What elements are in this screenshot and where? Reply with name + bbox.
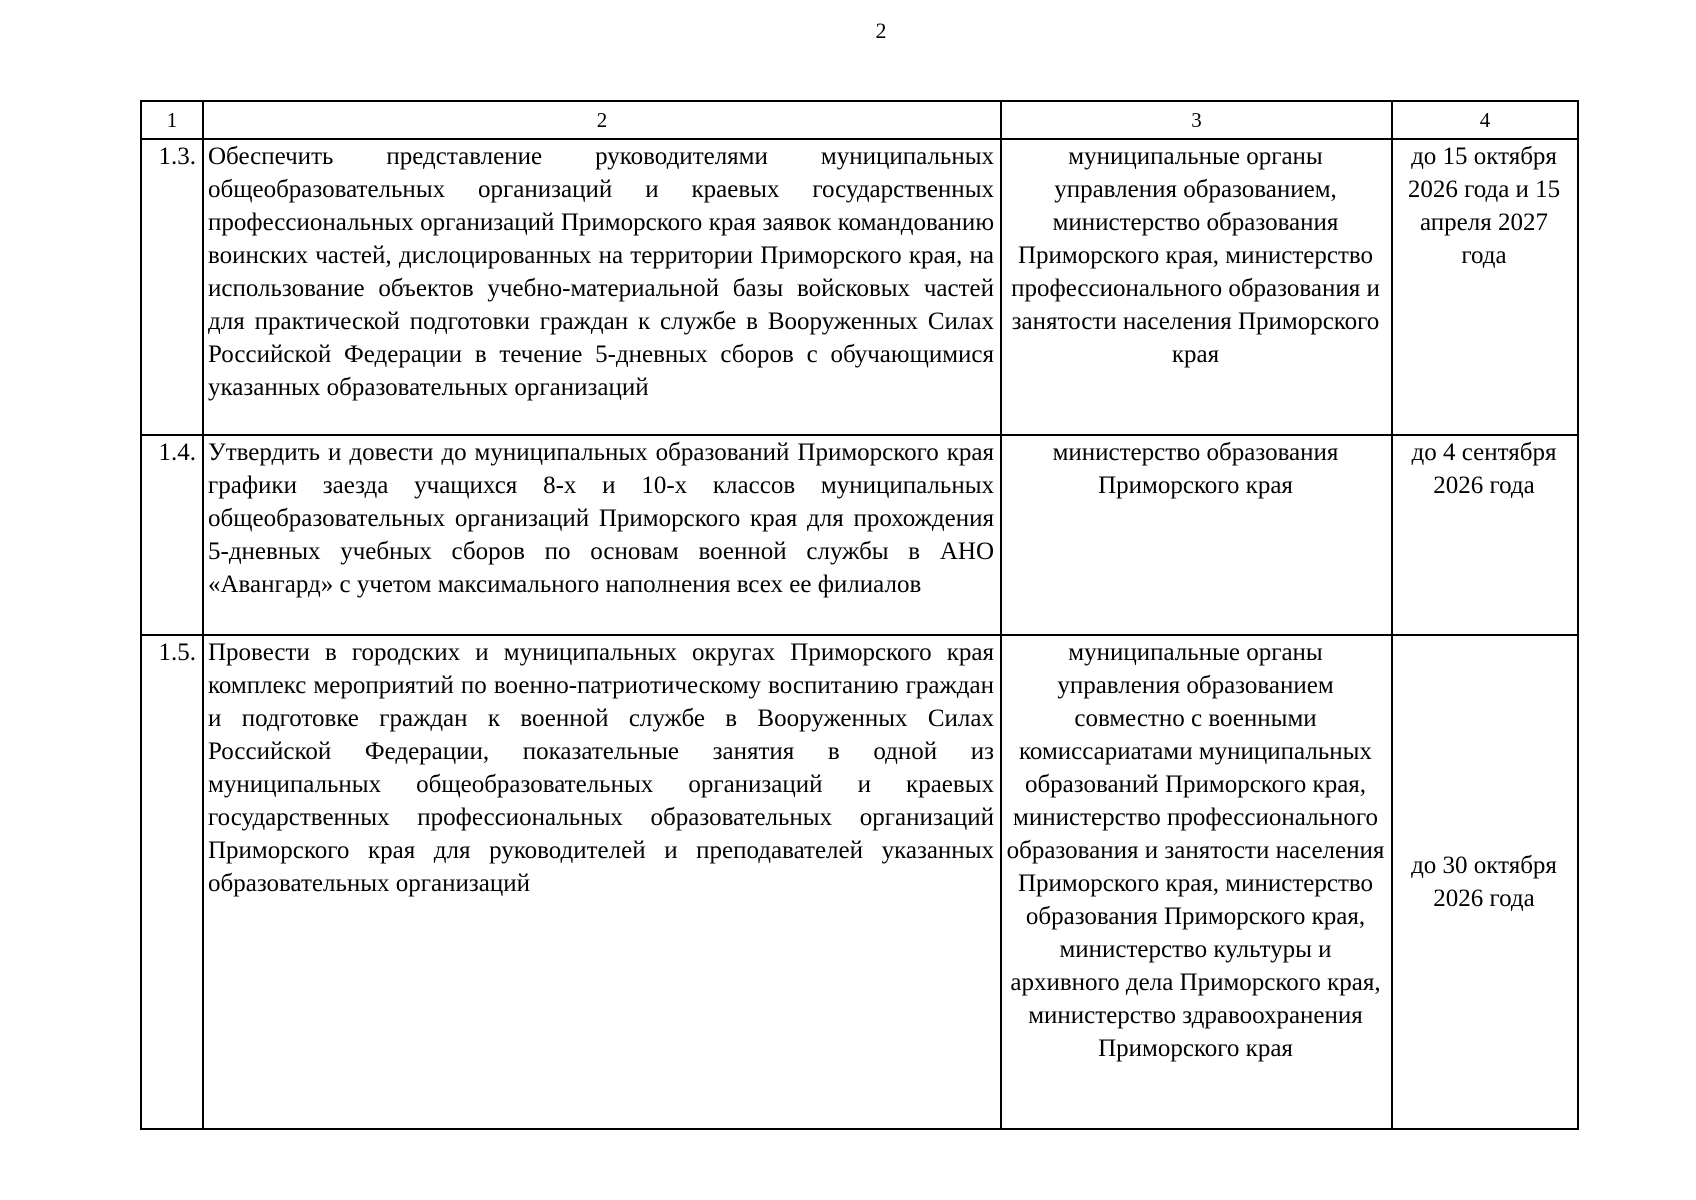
table-header-row — [141, 101, 1578, 139]
deadline-text: до 4 сентября 2026 года — [1392, 435, 1578, 635]
executors-text: муниципальные органы управления образованием совместно с военными комиссариатами муниципальных образований Приморского края, министерство профессионального образования и занятости населения Приморского края, министерство образования Приморского края, министерство культуры и архивного дела Приморского края, министерство здравоохранения Приморского края — [1001, 635, 1392, 1129]
task-text: Провести в городских и муниципальных округах Приморского края комплекс мероприятий по военно-патриотическому воспитанию граждан и подготовке граждан к военной службе в Вооруженных Силах Российской Федерации, показательные занятия в одной из муниципальных общеобразовательных организаций и краевых государственных профессиональных образовательных организаций Приморского края для руководителей и преподавателей указанных образовательных организаций — [203, 635, 1001, 1129]
deadline-text: до 30 октября 2026 года — [1392, 635, 1578, 1129]
task-text: Обеспечить представление руководителями муниципальных общеобразовательных организаций и краевых государственных профессиональных организаций Приморского края заявок командованию воинских частей, дислоцированных на территории Приморского края, на использование объектов учебно-материальной базы войсковых частей для практической подготовки граждан к службе в Вооруженных Силах Российской Федерации в течение 5-дневных сборов с обучающимися указанных образовательных организаций — [203, 139, 1001, 435]
table-row — [141, 139, 1578, 435]
page-number: 2 — [875, 18, 887, 43]
item-number: 1.4. — [141, 435, 203, 635]
task-text: Утвердить и довести до муниципальных образований Приморского края графики заезда учащихся 8-х и 10-х классов муниципальных общеобразовательных организаций Приморского края для прохождения 5-дневных учебных сборов по основам военной службы в АНО «Авангард» с учетом максимального наполнения всех ее филиалов — [203, 435, 1001, 635]
item-number: 1.3. — [141, 139, 203, 435]
column-header: 3 — [1001, 101, 1392, 139]
deadline-text: до 15 октября 2026 года и 15 апреля 2027 года — [1392, 139, 1578, 435]
table-row — [141, 635, 1578, 1129]
column-header: 2 — [203, 101, 1001, 139]
executors-text: муниципальные органы управления образованием, министерство образования Приморского края, министерство профессионального образования и занятости населения Приморского края — [1001, 139, 1392, 435]
action-plan-table — [140, 100, 1579, 1130]
table-row — [141, 435, 1578, 635]
column-header: 4 — [1392, 101, 1578, 139]
column-header: 1 — [141, 101, 203, 139]
item-number: 1.5. — [141, 635, 203, 1129]
executors-text: министерство образования Приморского края — [1001, 435, 1392, 635]
